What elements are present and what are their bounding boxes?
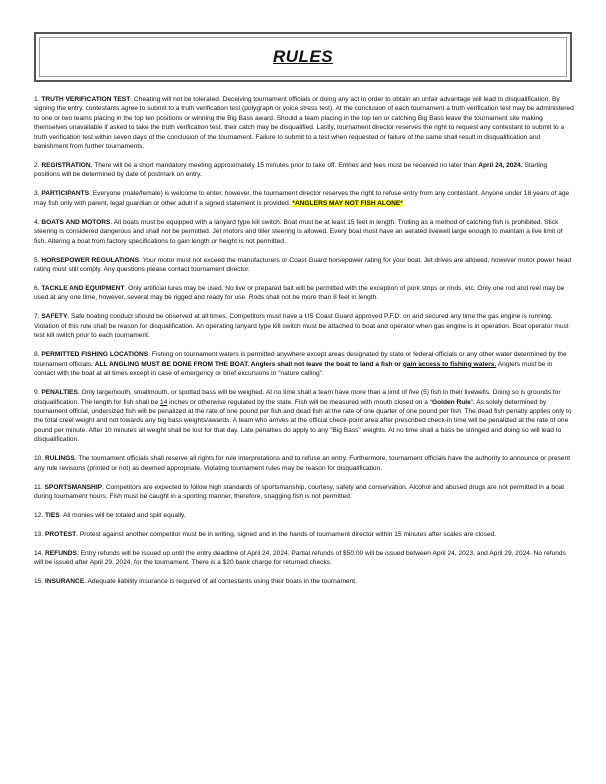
rule-heading: SPORTSMANSHIP [44,483,103,491]
rule-text: Anglers must be in contact with the boat at all times except in case of emergency or brief excursions in "nature calling". [34,360,553,378]
rule-text: Only artificial lures may be used. No live or prepared bait will be permitted with the exception of pork strips or rinds, etc. Only one rod and reel may be used at any one time, however, several may be rigged and ready for use. Rods shall not be more than 8 feet in length. [34,285,565,302]
rule-number: 14. [34,549,44,557]
rule-safety: 7. SAFETY. Safe boating conduct should be observed at all times. Competitors must have a US Coast Guard approved P.F.D. on and secured any time the gas engine is running. Violation of this rule shall be reason for disqualification. An operating lanyard type kill switch must be attached to boat and operator when gas engine is in operation. Boat operator must test kill switch prior to each tournament. [34,313,569,340]
rule-text: Cheating will not be tolerated. Deceiving tournament officials or doing any act in order to obtain an unfair advantage will lead to disqualification. By signing the entry, contestants agree to submit to a truth verification test (polygraph or voice stress test). At the conclusion of each tournament a truth verification test may be administered to one or two teams placing in the top ten positions or winning the Big Bass award. Should a team placing in the top ten or catching Big Bass leave the tournament site making themselves unavailable if asked to take the truth verification test, their catch may be disqualified. Lastly, tournament director reserves the right to request any contestant to submit to a truth verification test within seven days of the conclusion of the tournament. Failure to submit to a test when requested or failure of the same shall result in disqualification and banishment from further tournaments. [34,96,574,151]
rule-heading: PARTICIPANTS [41,190,90,198]
rule-text: Only largemouth, smallmouth, or spotted bass will be weighed. At no time shall a team have more than a limit of five (5) fish in their livewells. Doing so is grounds for disqualification. The length for fish shall be [34,389,561,406]
rule-bold-text: ALL ANGLING MUST BE DONE FROM THE BOAT. Anglers shall not leave the boat to land a fish or [94,360,401,368]
rule-registration: 2. REGISTRATION. There will be a short mandatory meeting approximately 15 minutes prior to take off. Entries and fees must be received no later than April 24, 2024. Starting positions will be determined by date of postmark on entry. [34,162,548,179]
golden-rule: Golden Rule [431,398,471,406]
page-title: RULES [272,47,334,66]
rule-heading: TACKLE AND EQUIPMENT [41,285,125,293]
rule-number: 15. [34,578,44,586]
rule-penalties: 9. PENALTIES. Only largemouth, smallmouth, or spotted bass will be weighed. At no time shall a team have more than a limit of five (5) fish in their livewells. Doing so is grounds for disqualification. The length for fish shall be 14 inches or otherwise regulated by the state. Fish will be measured with mouth closed on a “Golden Rule”. As solely determined by tournament official, undersized fish will be penalized at the rate of one pound per fish and dead fish at the rate of one quarter of one pound per fish. The dead fish penalty applies only to the total creel weight and not towards any big bass weights/awards. A team who arrives at the official check-point area after prescribed check-in time will be penalized at the rate of one pound per minute. After 10 minutes all weight shall be lost for that day. Late penalties do apply to any "Big Bass" weights. At no time shall a bass be stringed and doing so will lead to disqualification. [34,389,572,444]
rule-text: Adequate liability insurance is required of all contestants using their boats in the tournament. [87,578,357,586]
rule-text: Competitors are expected to follow high standards of sportsmanship, courtesy, safety and conservation. Alcohol and abused drugs are not permitted in a boat during tournament hours. Fish must be caught in a sporting manner, therefore, snagging fish is not permitted. [34,483,565,500]
rule-number: 2. [34,162,40,170]
rule-participants: 3. PARTICIPANTS. Everyone (male/female) is welcome to enter, however, the tournament director reserves the right to refuse entry from any contestant. Anyone under 18 years of age may fish only with parent, legal guardian or other adult if a signed statement is provided. *ANGLERS MAY NOT FISH ALONE* [34,190,570,207]
rule-truth-verification: 1. TRUTH VERIFICATION TEST. Cheating will not be tolerated. Deceiving tournament officials or doing any act in order to obtain an unfair advantage will lead to disqualification. By signing the entry, contestants agree to submit to a truth verification test (polygraph or voice stress test). At the conclusion of each tournament a truth verification test may be administered to one or two teams placing in the top ten positions or winning the Big Bass award. Should a team placing in the top ten or catching Big Bass leave the tournament site making themselves unavailable if asked to take the truth verification test, their catch may be disqualified. Lastly, tournament director reserves the right to request any contestant to submit to a truth verification test within seven days of the conclusion of the tournament. Failure to submit to a test when requested or failure of the same shall result in disqualification and banishment from further tournaments. [34,96,574,151]
rule-underlined-text: gain access to fishing waters. [402,360,497,368]
rule-heading: PENALTIES [41,389,78,397]
rule-number: 5. [34,256,40,264]
rule-heading: TIES [45,511,60,519]
rule-number: 7. [34,313,40,321]
rule-heading: BOATS AND MOTORS [41,218,111,226]
rule-number: 11. [34,483,43,491]
rule-number: 6. [34,285,40,293]
rule-horsepower: 5. HORSEPOWER REGULATIONS. Your motor must not exceed the manufacturers or Coast Guard horsepower rating for your boat. Jet drives are allowed, however motor power head rating must still comply. Any questions please contact tournament director. [34,256,572,274]
rule-number: 9. [34,389,40,397]
rule-heading: RULINGS [45,455,75,463]
rule-text: Starting positions will be determined by date of postmark on entry. [34,162,548,179]
highlighted-notice: *ANGLERS MAY NOT FISH ALONE* [292,199,403,207]
rule-text: There will be a short mandatory meeting approximately 15 minutes prior to take off. Entries and fees must be received no later than [94,162,477,170]
title-box [34,32,572,82]
rule-protest: 13. PROTEST. Protest against another competitor must be in writing, signed and in the hands of tournament director within 15 minutes after scales are closed. [34,530,497,538]
length-inches: 14 [159,398,168,406]
rule-text: ”. As solely determined by tournament official, undersized fish will be penalized at the rate of one pound per fish and dead fish at the rate of one quarter of one pound per fish. The dead fish penalty applies only to the total creel weight and not towards any big bass weights/awards. A team who arrives at the official check-point area after prescribed check-in time will be penalized at the rate of one pound per minute. After 10 minutes all weight shall be lost for that day. Late penalties do apply to any "Big Bass" weights. At no time shall a bass be stringed and doing so will lead to disqualification. [34,398,572,444]
rule-rulings: 10. RULINGS. The tournament officials shall reserve all rights for rule interpretations and to refuse an entry. Furthermore, tournament officials have the authority to announce or present any rule revisions (printed or not) as deemed appropriate. Violating tournament rules may be reason for disqualification. [34,455,571,472]
rule-heading: INSURANCE [45,578,85,586]
rule-text: The tournament officials shall reserve all rights for rule interpretations and to refuse an entry. Furthermore, tournament officials have the authority to announce or present any rule revisions (printed or not) as deemed appropriate. Violating tournament rules may be reason for disqualification. [34,455,571,472]
rule-text: Protest against another competitor must be in writing, signed and in the hands of tournament director within 15 minutes after scales are closed. [79,530,497,538]
rule-heading: SAFETY [41,313,68,321]
rule-sportsmanship: 11. SPORTSMANSHIP. Competitors are expected to follow high standards of sportsmanship, courtesy, safety and conservation. Alcohol and abused drugs are not permitted in a boat during tournament hours. Fish must be caught in a sporting manner, therefore, snagging fish is not permitted. [34,483,565,500]
rule-fishing-locations: 8. PERMITTED FISHING LOCATIONS. Fishing on tournament waters is permitted anywhere except areas designated by state or federal officials or any other water determined by the tournament officials. ALL ANGLING MUST BE DONE FROM THE BOAT. Anglers shall not leave the boat to land a fish or gain access to fishing waters. Anglers must be in contact with the boat at all times except in case of emergency or brief excursions in "nature calling". [34,351,567,378]
rule-insurance: 15. INSURANCE. Adequate liability insurance is required of all contestants using their boats in the tournament. [34,578,357,586]
rule-ties: 12. TIES. All monies will be totaled and split equally. [34,511,186,519]
rule-text: Your motor must not exceed the manufacturers or Coast Guard horsepower rating for your boat. Jet drives are allowed, however motor power head rating must still comply. Any questions please contact tournament director. [34,256,572,274]
rule-number: 13. [34,530,44,538]
rule-text: Safe boating conduct should be observed at all times. Competitors must have a US Coast Guard approved P.F.D. on and secured any time the gas engine is running. Violation of this rule shall be reason for disqualification. An operating lanyard type kill switch must be attached to boat and operator when gas engine is in operation. Boat operator must test kill switch prior to each tournament. [34,313,569,340]
rule-refunds: 14. REFUNDS. Entry refunds will be issued up until the entry deadline of April 24, 2024. Partial refunds of $50.00 will be issued between April 24, 2023, and April 29, 2024. No refunds will be issued after April 29, 2024, for the tournament. There is a $20 bank charge for returned checks. [34,549,566,567]
rule-number: 8. [34,351,40,359]
rule-number: 12. [34,511,44,519]
rule-text: Everyone (male/female) is welcome to enter, however, the tournament director reserves the right to refuse entry from any contestant. Anyone under 18 years of age may fish only with parent, legal guardian or other adult if a signed statement is provided. [34,190,570,207]
rule-heading: HORSEPOWER REGULATIONS [41,256,140,264]
rules-list [34,95,574,596]
rule-heading: PROTEST [45,530,77,538]
rule-heading: REFUNDS [45,549,77,557]
rule-number: 3. [34,190,40,198]
rule-text: All monies will be totaled and split equally. [62,511,186,519]
rule-number: 1. [34,96,40,103]
rule-heading: PERMITTED FISHING LOCATIONS [41,351,149,359]
rule-text: All boats must be equipped with a lanyard type kill switch. Boat must be at least 15 feet in length. Trolling as a method of catching fish is prohibited. Stick steering is considered dangerous and shall not be permitted. Jet motors and tiller steering is allowed. Every boat must have an aerated livewell large enough to maintain a live limit of fish. Altering a boat from factory specifications to gain length or height is not permitted. [34,218,563,245]
rule-text: Fishing on tournament waters is permitted anywhere except areas designated by state or federal officials or any other water determined by the tournament officials. [34,351,567,368]
rule-number: 10. [34,455,44,463]
rule-text: inches or otherwise regulated by the state. Fish will be measured with mouth closed on a “ [169,398,432,406]
rule-heading: TRUTH VERIFICATION TEST [41,96,131,103]
rule-text: Entry refunds will be issued up until the entry deadline of April 24, 2024. Partial refunds of $50.00 will be issued between April 24, 2023, and April 29, 2024. No refunds will be issued after April 29, 2024, for the tournament. There is a $20 bank charge for returned checks. [34,549,566,567]
rule-boats-and-motors: 4. BOATS AND MOTORS. All boats must be equipped with a lanyard type kill switch. Boat must be at least 15 feet in length. Trolling as a method of catching fish is prohibited. Stick steering is considered dangerous and shall not be permitted. Jet motors and tiller steering is allowed. Every boat must have an aerated livewell large enough to maintain a live limit of fish. Altering a boat from factory specifications to gain length or height is not permitted. [34,218,563,245]
rule-heading: REGISTRATION [41,162,91,170]
deadline-date: April 24, 2024. [478,162,523,170]
rule-number: 4. [34,218,40,226]
rule-tackle-equipment: 6. TACKLE AND EQUIPMENT. Only artificial lures may be used. No live or prepared bait will be permitted with the exception of pork strips or rinds, etc. Only one rod and reel may be used at any one time, however, several may be rigged and ready for use. Rods shall not be more than 8 feet in length. [34,285,565,302]
